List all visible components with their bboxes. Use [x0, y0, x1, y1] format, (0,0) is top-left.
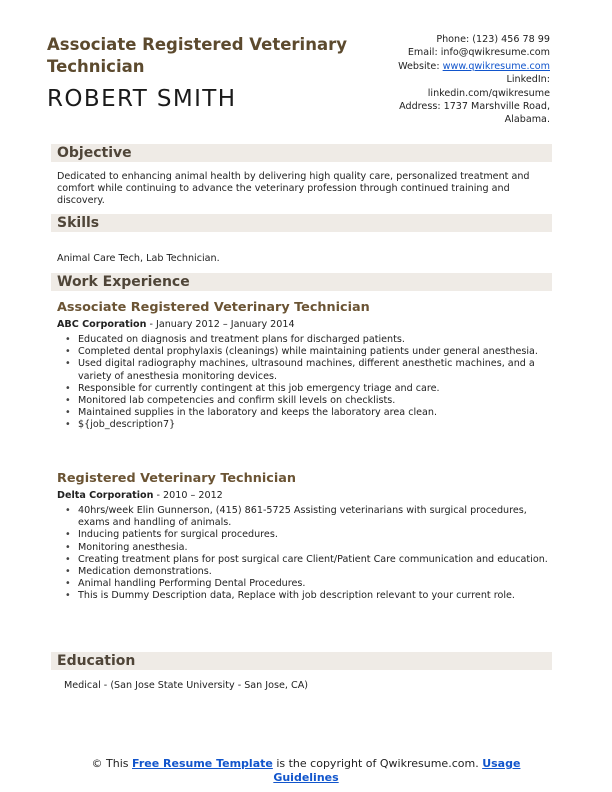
job-bullets	[64, 505, 552, 603]
list-item: • 40hrs/week Elin Gunnerson, (415) 861-5725 Assisting veterinarians with surgical procedures, exams and handling of animals.	[64, 505, 552, 529]
candidate-name: ROBERT SMITH	[47, 86, 237, 112]
contact-address-line-1: Address: 1737 Marshville Road,	[399, 101, 550, 113]
footer	[0, 757, 612, 785]
usage-guidelines-link[interactable]: Usage	[482, 757, 521, 770]
education-text: Medical - (San Jose State University - San Jose, CA)	[64, 680, 309, 691]
job-bullets	[64, 334, 552, 432]
job-company-line	[57, 319, 295, 330]
job-dates: - January 2012 – January 2014	[146, 319, 295, 330]
job-company: ABC Corporation	[57, 319, 147, 330]
list-item: • Maintained supplies in the laboratory and keeps the laboratory area clean.	[64, 407, 552, 419]
free-resume-template-link[interactable]: Free Resume Template	[132, 757, 273, 770]
list-item: • This is Dummy Description data, Replace with job description relevant to your current role.	[64, 590, 552, 602]
list-item: • Medication demonstrations.	[64, 566, 552, 578]
skills-title: Skills	[57, 215, 100, 231]
skills-text: Animal Care Tech, Lab Technician.	[57, 253, 220, 264]
contact-email: Email: info@qwikresume.com	[407, 47, 550, 59]
contact-phone: Phone: (123) 456 78 99	[436, 34, 550, 45]
contact-address-line-2: Alabama.	[504, 114, 550, 126]
list-item: • Monitored lab competencies and confirm skill levels on checklists.	[64, 395, 552, 407]
list-item: • Completed dental prophylaxis (cleanings) while maintaining patients under general anesthesia.	[64, 346, 552, 358]
contact-website	[310, 60, 550, 73]
website-label: Website:	[398, 60, 443, 72]
objective-title: Objective	[57, 145, 132, 161]
list-item: • Creating treatment plans for post surgical care Client/Patient Care communication and education.	[64, 554, 552, 566]
contact-block	[310, 33, 550, 127]
website-link[interactable]: www.qwikresume.com	[442, 60, 550, 72]
job-company: Delta Corporation	[57, 490, 154, 501]
list-item: • ${job_description7}	[64, 419, 552, 431]
skills-section-bar	[51, 214, 552, 232]
footer-prefix: © This	[91, 757, 133, 770]
list-item: • Inducing patients for surgical procedures.	[64, 529, 552, 541]
list-item: • Monitoring anesthesia.	[64, 542, 552, 554]
contact-linkedin-label: LinkedIn:	[506, 74, 550, 86]
list-item: • Responsible for currently contingent at this job emergency triage and care.	[64, 383, 552, 395]
footer-middle: is the copyright of Qwikresume.com.	[272, 757, 483, 770]
objective-text: Dedicated to enhancing animal health by delivering high quality care, personalized treatment and comfort while continuing to advance the veterinary profession through continued training and discovery.	[57, 171, 530, 207]
list-item: • Animal handling Performing Dental Procedures.	[64, 578, 552, 590]
header-job-title: Associate Registered Veterinary Technician	[47, 35, 347, 76]
work-title: Work Experience	[57, 274, 190, 290]
contact-linkedin-value: linkedin.com/qwikresume	[427, 87, 550, 99]
job-dates: - 2010 – 2012	[153, 490, 223, 501]
education-title: Education	[57, 653, 136, 669]
job-title: Associate Registered Veterinary Technician	[57, 300, 370, 315]
list-item: • Educated on diagnosis and treatment plans for discharged patients.	[64, 334, 552, 346]
list-item: • Used digital radiography machines, ultrasound machines, different anesthetic machines, and a variety of anesthesia monitoring devices.	[64, 358, 552, 382]
usage-guidelines-link-line-2[interactable]: Guidelines	[273, 771, 339, 784]
job-title: Registered Veterinary Technician	[57, 471, 296, 486]
job-company-line	[57, 490, 223, 501]
